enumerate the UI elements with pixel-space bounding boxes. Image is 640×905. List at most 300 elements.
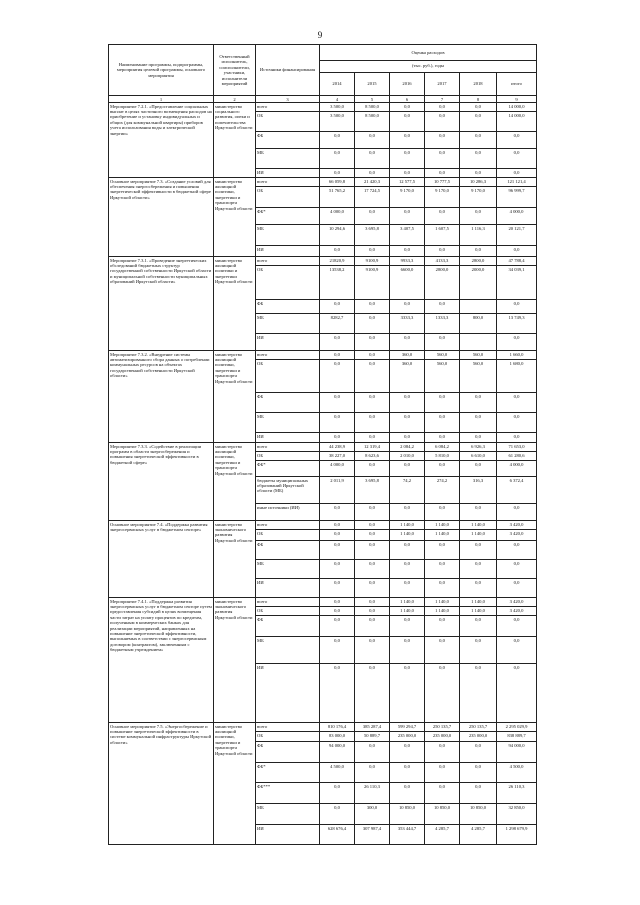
- year-value: 0,0: [390, 560, 425, 579]
- activity-name: Мероприятие 7.4.1. «Поддержка развития энергосервисных услуг в бюджетном секторе путем предоставления субсидий в целях возмещения части затрат на уплату процентов по кредитам, полученным в коммерческих банках для реализации мероприятий, направленных на повышение энергетической эффективности, выполняемых в соответствии с энергосервисным договором (контрактом), заключенным с бюджетным учреждением»: [109, 598, 214, 723]
- year-value: 9100,9: [355, 257, 390, 266]
- activity-name: Основное мероприятие 7.3. «Создание условий для обеспечения энергосбережения и повышения энергетической эффективности в бюджетной сфере Иркутской области»: [109, 178, 214, 257]
- responsible-executor: министерство жилищной политики, энергетики и транспорта Иркутской области: [214, 443, 256, 521]
- year-value: 0,0: [425, 246, 460, 257]
- year-value: 4 500,0: [320, 763, 355, 783]
- funding-source: ФБ: [256, 541, 320, 560]
- year-value: 0,0: [355, 360, 390, 393]
- year-value: 0,0: [355, 616, 390, 637]
- year-value: 810 176,4: [320, 723, 355, 732]
- year-value: 1 607,5: [425, 225, 460, 246]
- year-value: 0,0: [355, 504, 390, 521]
- year-value: 800,0: [460, 314, 497, 334]
- year-value: 0,0: [425, 783, 460, 804]
- total-value: 0,0: [497, 560, 537, 579]
- year-value: 2 010,0: [390, 452, 425, 461]
- funding-source: иные источники (ИИ): [256, 504, 320, 521]
- funding-source: ИИ: [256, 169, 320, 178]
- total-value: 32 850,0: [497, 804, 537, 825]
- total-value: 0,0: [497, 246, 537, 257]
- year-value: 1333,3: [425, 314, 460, 334]
- year-value: 0,0: [390, 393, 425, 413]
- year-value: 0,0: [320, 664, 355, 723]
- year-value: 12 319,4: [355, 443, 390, 452]
- year-value: 74,2: [390, 477, 425, 504]
- budget-table: [108, 44, 537, 845]
- total-value: 34 039,1: [497, 266, 537, 300]
- activity-name: Мероприятие 7.2.1. «Предоставление социальных выплат в целях частичного возмещения расходов на приобретение и установку индивидуальных и общих (для коммунальной квартиры) приборов учета использования воды и электрической энергии»: [109, 103, 214, 178]
- year-value: 66 059,8: [320, 178, 355, 187]
- year-value: 0,0: [460, 742, 497, 763]
- year-value: 0,0: [425, 149, 460, 169]
- total-value: 0,0: [497, 433, 537, 443]
- year-value: 0,0: [320, 804, 355, 825]
- year-value: 1 140,0: [390, 607, 425, 616]
- year-value: 21 420,3: [355, 178, 390, 187]
- header-total: итого: [497, 72, 537, 96]
- year-value: 0,0: [320, 246, 355, 257]
- year-value: 0,0: [355, 521, 390, 530]
- year-value: 0,0: [355, 413, 390, 433]
- responsible-executor: министерство жилищной политики, энергетики и транспорта Иркутской области: [214, 351, 256, 443]
- year-value: [460, 300, 497, 314]
- total-value: 0,0: [497, 132, 537, 149]
- column-index: 7: [425, 96, 460, 103]
- year-value: 0,0: [355, 169, 390, 178]
- header-name: Наименование программы, подпрограммы, мероприятия целевой программы, основного мероприятия: [109, 45, 214, 96]
- total-value: 1 298 679,9: [497, 825, 537, 845]
- year-value: 0,0: [355, 393, 390, 413]
- year-value: 2 011,9: [320, 477, 355, 504]
- year-value: 0,0: [390, 103, 425, 112]
- year-value: 0,0: [425, 637, 460, 664]
- column-index: 5: [355, 96, 390, 103]
- table-row: [109, 443, 537, 452]
- year-value: 6 610,0: [460, 452, 497, 461]
- year-value: 2800,0: [460, 257, 497, 266]
- year-value: 94 000,0: [320, 742, 355, 763]
- total-value: 0,0: [497, 393, 537, 413]
- funding-source: ФБ*: [256, 208, 320, 225]
- year-value: 0,0: [355, 763, 390, 783]
- year-value: 51 765,2: [320, 187, 355, 208]
- year-value: 9100,9: [355, 266, 390, 300]
- year-value: 0,0: [460, 149, 497, 169]
- year-value: 0,0: [425, 560, 460, 579]
- responsible-executor: министерство социального развития, опеки и попечительства Иркутской области: [214, 103, 256, 178]
- funding-source: ОБ: [256, 360, 320, 393]
- year-value: 10 850,0: [390, 804, 425, 825]
- year-value: 0,0: [320, 541, 355, 560]
- year-value: 10 850,0: [460, 804, 497, 825]
- year-value: 8 500,0: [355, 112, 390, 132]
- funding-source: всего: [256, 598, 320, 607]
- total-value: 96 999,7: [497, 187, 537, 208]
- funding-source: ИИ: [256, 246, 320, 257]
- year-value: 10 777,5: [425, 178, 460, 187]
- year-value: 0,0: [355, 132, 390, 149]
- total-value: 2 295 029,9: [497, 723, 537, 732]
- year-value: 0,0: [355, 607, 390, 616]
- year-value: 1 140,0: [425, 530, 460, 541]
- year-value: 0,0: [320, 132, 355, 149]
- year-value: 0,0: [425, 461, 460, 477]
- year-value: 38 227,0: [320, 452, 355, 461]
- year-value: 0,0: [425, 103, 460, 112]
- year-value: 599 294,7: [390, 723, 425, 732]
- funding-source: ОБ: [256, 112, 320, 132]
- total-value: 3 420,0: [497, 607, 537, 616]
- year-value: 0,0: [355, 598, 390, 607]
- year-value: 0,0: [425, 112, 460, 132]
- table-row: [109, 723, 537, 732]
- table-row: [109, 521, 537, 530]
- year-value: 0,0: [460, 560, 497, 579]
- page-number: 9: [317, 30, 323, 40]
- year-value: 560,0: [460, 360, 497, 393]
- total-value: 0,0: [497, 300, 537, 314]
- funding-source: МБ: [256, 413, 320, 433]
- year-value: 50 889,7: [355, 732, 390, 742]
- total-value: 4 000,0: [497, 208, 537, 225]
- header-source: Источники финансирования: [256, 45, 320, 96]
- funding-source: ФБ: [256, 742, 320, 763]
- year-value: 0,0: [320, 169, 355, 178]
- year-value: 0,0: [320, 530, 355, 541]
- header-responsible: Ответственный исполнитель, соисполнители, участники, исполнители мероприятий: [214, 45, 256, 96]
- total-value: 0,0: [497, 413, 537, 433]
- responsible-executor: министерство жилищной политики, энергетики и транспорта Иркутской области: [214, 178, 256, 257]
- column-index: 3: [256, 96, 320, 103]
- activity-name: Основное мероприятие 7.5. «Энергосбережение и повышение энергетической эффективности в системе коммунальной инфраструктуры Иркутской области»: [109, 723, 214, 845]
- total-value: 71 653,0: [497, 443, 537, 452]
- total-value: 838 889,7: [497, 732, 537, 742]
- year-value: 3 500,0: [320, 112, 355, 132]
- year-value: 0,0: [425, 742, 460, 763]
- year-value: 3 695,8: [355, 225, 390, 246]
- responsible-executor: министерство экономического развития Иркутской области: [214, 521, 256, 598]
- total-value: 3 420,0: [497, 521, 537, 530]
- year-value: 385 287,4: [355, 723, 390, 732]
- year-value: 0,0: [355, 742, 390, 763]
- year-value: 560,0: [425, 351, 460, 360]
- year-value: 0,0: [390, 541, 425, 560]
- responsible-executor: министерство жилищной политики, энергетики и транспорта Иркутской области: [214, 723, 256, 845]
- year-value: 9933,3: [390, 257, 425, 266]
- year-value: 0,0: [320, 598, 355, 607]
- header-year: 2018: [460, 72, 497, 96]
- year-value: 0,0: [320, 413, 355, 433]
- funding-source: ОБ: [256, 530, 320, 541]
- year-value: 0,0: [355, 334, 390, 351]
- year-value: 628 676,4: [320, 825, 355, 845]
- year-value: 0,0: [355, 314, 390, 334]
- header-estimate: Оценка расходов: [320, 45, 537, 61]
- year-value: 1 140,0: [460, 530, 497, 541]
- year-value: 0,0: [460, 616, 497, 637]
- funding-source: всего: [256, 257, 320, 266]
- activity-name: Мероприятие 7.3.1. «Проведение энергетических обследований бюджетных структур государственной собственности Иркутской области и муниципальной собственности муниципальных образований Иркутской области»: [109, 257, 214, 351]
- year-value: 0,0: [390, 246, 425, 257]
- year-value: 26 110,3: [355, 783, 390, 804]
- year-value: 1 140,0: [390, 530, 425, 541]
- funding-source: ОБ: [256, 187, 320, 208]
- total-value: 13 749,3: [497, 314, 537, 334]
- year-value: 0,0: [355, 637, 390, 664]
- activity-name: Мероприятие 7.3.2. «Внедрение системы автоматизированного сбора данных о потреблении коммунальных ресурсов на объектах государственной собственности Иркутской области»: [109, 351, 214, 443]
- activity-name: Основное мероприятие 7.4. «Поддержка развития энергосервисных услуг в бюджетном секторе»: [109, 521, 214, 598]
- total-value: 3 420,0: [497, 530, 537, 541]
- year-value: [460, 334, 497, 351]
- year-value: 2800,0: [425, 266, 460, 300]
- year-value: 0,0: [460, 112, 497, 132]
- year-value: 3 500,0: [320, 103, 355, 112]
- year-value: 0,0: [390, 504, 425, 521]
- funding-source: МБ: [256, 560, 320, 579]
- year-value: 0,0: [460, 208, 497, 225]
- funding-source: ОБ: [256, 266, 320, 300]
- year-value: 0,0: [460, 541, 497, 560]
- year-value: 0,0: [355, 579, 390, 598]
- column-index: 8: [460, 96, 497, 103]
- year-value: 1 140,0: [425, 607, 460, 616]
- year-value: 0,0: [460, 579, 497, 598]
- year-value: 1 116,3: [460, 225, 497, 246]
- year-value: 360,0: [390, 351, 425, 360]
- header-year: 2017: [425, 72, 460, 96]
- table-row: [109, 103, 537, 112]
- year-value: 0,0: [390, 664, 425, 723]
- year-value: 0,0: [355, 560, 390, 579]
- year-value: 0,0: [460, 433, 497, 443]
- total-value: 20 121,7: [497, 225, 537, 246]
- year-value: 0,0: [320, 504, 355, 521]
- year-value: 3 407,5: [390, 225, 425, 246]
- total-value: 1 680,0: [497, 360, 537, 393]
- year-value: 0,0: [390, 637, 425, 664]
- table-row: [109, 257, 537, 266]
- year-value: 0,0: [320, 149, 355, 169]
- year-value: 0,0: [390, 169, 425, 178]
- year-value: 44 238,9: [320, 443, 355, 452]
- year-value: 353 444,7: [390, 825, 425, 845]
- year-value: 0,0: [320, 300, 355, 314]
- year-value: 0,0: [460, 664, 497, 723]
- year-value: 0,0: [460, 103, 497, 112]
- year-value: 17 724,5: [355, 187, 390, 208]
- funding-source: ОБ: [256, 732, 320, 742]
- year-value: 0,0: [390, 616, 425, 637]
- funding-source: всего: [256, 351, 320, 360]
- year-value: 0,0: [425, 393, 460, 413]
- total-value: 6 372,4: [497, 477, 537, 504]
- year-value: 274,2: [425, 477, 460, 504]
- year-value: 300,0: [355, 804, 390, 825]
- total-value: 0,0: [497, 616, 537, 637]
- year-value: 0,0: [320, 579, 355, 598]
- funding-source: ИИ: [256, 664, 320, 723]
- year-value: 0,0: [425, 504, 460, 521]
- year-value: 1 140,0: [390, 598, 425, 607]
- funding-source: ФБ: [256, 393, 320, 413]
- total-value: 0,0: [497, 579, 537, 598]
- year-value: 0,0: [320, 616, 355, 637]
- year-value: 0,0: [460, 504, 497, 521]
- funding-source: ОБ: [256, 452, 320, 461]
- year-value: 307 987,4: [355, 825, 390, 845]
- year-value: 0,0: [320, 637, 355, 664]
- year-value: 0,0: [320, 393, 355, 413]
- funding-source: МБ: [256, 804, 320, 825]
- year-value: 0,0: [460, 783, 497, 804]
- funding-source: ИИ: [256, 579, 320, 598]
- year-value: 0,0: [320, 521, 355, 530]
- column-index: 1: [109, 96, 214, 103]
- activity-name: Мероприятие 7.3.3. «Содействие в реализации программ в области энергосбережения и повышения энергетической эффективности в бюджетной сфере»: [109, 443, 214, 521]
- year-value: 316,3: [460, 477, 497, 504]
- total-value: 0,0: [497, 637, 537, 664]
- year-value: 1 140,0: [460, 607, 497, 616]
- year-value: 0,0: [320, 360, 355, 393]
- year-value: 10 850,0: [425, 804, 460, 825]
- year-value: 0,0: [425, 664, 460, 723]
- year-value: 1 140,0: [425, 521, 460, 530]
- year-value: 8 500,0: [355, 103, 390, 112]
- year-value: 4 000,0: [320, 461, 355, 477]
- total-value: 3 420,0: [497, 598, 537, 607]
- funding-source: ИИ: [256, 334, 320, 351]
- year-value: 0,0: [425, 132, 460, 149]
- total-value: 0,0: [497, 169, 537, 178]
- year-value: 1 140,0: [460, 598, 497, 607]
- header-year: 2016: [390, 72, 425, 96]
- year-value: 0,0: [460, 637, 497, 664]
- total-value: 14 000,0: [497, 103, 537, 112]
- year-value: 4 000,0: [320, 208, 355, 225]
- year-value: 235 000,0: [390, 732, 425, 742]
- table-row: [109, 178, 537, 187]
- funding-source: ФБ*: [256, 461, 320, 477]
- funding-source: МБ: [256, 637, 320, 664]
- year-value: 0,0: [390, 461, 425, 477]
- total-value: 0,0: [497, 334, 537, 351]
- total-value: 1 660,0: [497, 351, 537, 360]
- funding-source: ФБ: [256, 132, 320, 149]
- year-value: 12 577,5: [390, 178, 425, 187]
- year-value: 10 294,6: [320, 225, 355, 246]
- total-value: 4 000,0: [497, 461, 537, 477]
- funding-source: МБ: [256, 149, 320, 169]
- year-value: 250 135,7: [425, 723, 460, 732]
- year-value: 0,0: [390, 112, 425, 132]
- year-value: 0,0: [390, 433, 425, 443]
- column-index: 9: [497, 96, 537, 103]
- funding-source: ФБ*: [256, 763, 320, 783]
- year-value: 9 170,0: [425, 187, 460, 208]
- year-value: 2 084,2: [390, 443, 425, 452]
- year-value: 0,0: [355, 149, 390, 169]
- year-value: 0,0: [320, 433, 355, 443]
- year-value: 6 926,3: [460, 443, 497, 452]
- year-value: 0,0: [390, 413, 425, 433]
- year-value: 0,0: [355, 351, 390, 360]
- year-value: 0,0: [425, 616, 460, 637]
- year-value: 0,0: [390, 334, 425, 351]
- year-value: 6600,0: [390, 266, 425, 300]
- year-value: 13538,2: [320, 266, 355, 300]
- year-value: 0,0: [320, 560, 355, 579]
- funding-source: всего: [256, 103, 320, 112]
- funding-source: ФБ***: [256, 783, 320, 804]
- year-value: 0,0: [460, 763, 497, 783]
- year-value: 0,0: [320, 351, 355, 360]
- year-value: 5 810,0: [425, 452, 460, 461]
- year-value: 3 695,8: [355, 477, 390, 504]
- total-value: 26 110,3: [497, 783, 537, 804]
- table-row: [109, 351, 537, 360]
- year-value: 1 140,0: [390, 521, 425, 530]
- funding-source: МБ: [256, 314, 320, 334]
- year-value: 360,0: [390, 360, 425, 393]
- year-value: 0,0: [425, 763, 460, 783]
- year-value: 3333,3: [390, 314, 425, 334]
- year-value: 9 170,0: [390, 187, 425, 208]
- funding-source: ОБ: [256, 607, 320, 616]
- year-value: 0,0: [425, 579, 460, 598]
- header-year: 2014: [320, 72, 355, 96]
- year-value: 560,0: [425, 360, 460, 393]
- year-value: 0,0: [355, 664, 390, 723]
- funding-source: МБ: [256, 225, 320, 246]
- total-value: 14 000,0: [497, 112, 537, 132]
- year-value: 0,0: [355, 530, 390, 541]
- year-value: 235 000,0: [460, 732, 497, 742]
- year-value: 0,0: [390, 579, 425, 598]
- year-value: 0,0: [355, 461, 390, 477]
- year-value: 0,0: [355, 208, 390, 225]
- year-value: 0,0: [460, 246, 497, 257]
- year-value: 4 285,7: [425, 825, 460, 845]
- year-value: 0,0: [390, 763, 425, 783]
- year-value: 0,0: [390, 132, 425, 149]
- year-value: 0,0: [390, 149, 425, 169]
- year-value: 0,0: [390, 742, 425, 763]
- funding-source: ИИ: [256, 825, 320, 845]
- year-value: 0,0: [390, 300, 425, 314]
- year-value: 4 285,7: [460, 825, 497, 845]
- year-value: 0,0: [355, 300, 390, 314]
- year-value: 0,0: [425, 413, 460, 433]
- funding-source: бюджеты муниципальных образований Иркутской области (МБ): [256, 477, 320, 504]
- total-value: 47 788,4: [497, 257, 537, 266]
- year-value: 0,0: [320, 783, 355, 804]
- year-value: 0,0: [425, 300, 460, 314]
- header-year: 2015: [355, 72, 390, 96]
- year-value: 6 084,2: [425, 443, 460, 452]
- header-unit: (тыс. руб.), годы: [320, 60, 537, 72]
- year-value: 8282,7: [320, 314, 355, 334]
- year-value: 0,0: [425, 334, 460, 351]
- year-value: 10 286,3: [460, 178, 497, 187]
- column-index: 6: [390, 96, 425, 103]
- table-row: [109, 598, 537, 607]
- year-value: 0,0: [355, 541, 390, 560]
- funding-source: ФБ: [256, 300, 320, 314]
- column-index: 4: [320, 96, 355, 103]
- total-value: 94 000,0: [497, 742, 537, 763]
- year-value: 0,0: [425, 541, 460, 560]
- year-value: 560,0: [460, 351, 497, 360]
